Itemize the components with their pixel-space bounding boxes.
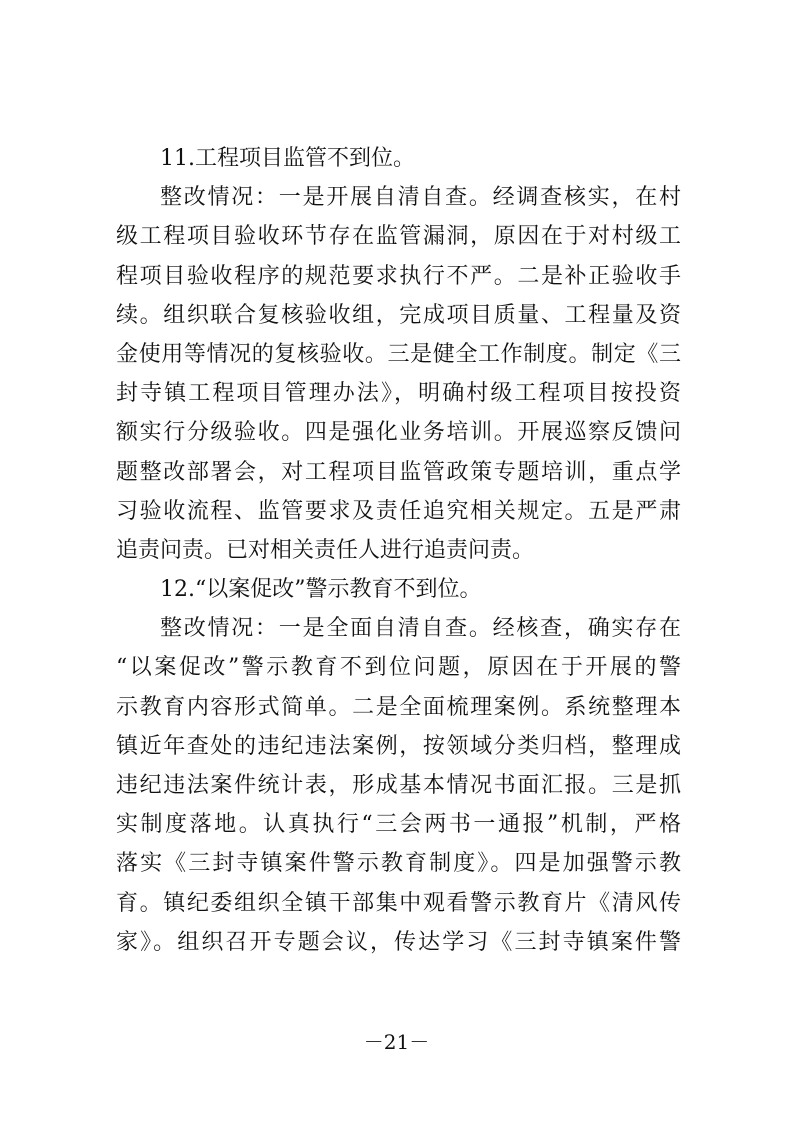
text-line: 育。镇纪委组织全镇干部集中观看警示教育片《清风传 — [116, 890, 681, 916]
text-line: 示教育内容形式简单。二是全面梳理案例。系统整理本 — [116, 694, 681, 720]
text-line: 追责问责。已对相关责任人进行追责问责。 — [116, 537, 535, 563]
text-line: 镇近年查处的违纪违法案例，按领域分类归档，整理成 — [116, 733, 681, 759]
text-line: 违纪违法案件统计表，形成基本情况书面汇报。三是抓 — [116, 773, 681, 798]
text-line: 整改情况：一是全面自清自查。经核查，确实存在 — [160, 616, 681, 642]
text-line: 习验收流程、监管要求及责任追究相关规定。五是严肃 — [116, 498, 681, 524]
text-line: 落实《三封寺镇案件警示教育制度》。四是加强警示教 — [116, 851, 681, 877]
text-line: 家》。组织召开专题会议，传达学习《三封寺镇案件警 — [116, 929, 681, 955]
text-line: 程项目验收程序的规范要求执行不严。二是补正验收手 — [116, 263, 681, 289]
text-line: 12.“以案促改”警示教育不到位。 — [160, 577, 482, 603]
text-line: 额实行分级验收。四是强化业务培训。开展巡察反馈问 — [116, 420, 681, 446]
text-line: 封寺镇工程项目管理办法》，明确村级工程项目按投资 — [116, 381, 681, 407]
text-line: 实制度落地。认真执行“三会两书一通报”机制，严格 — [116, 812, 681, 838]
text-line: 整改情况：一是开展自清自查。经调查核实，在村 — [160, 185, 681, 211]
text-line: 11.工程项目监管不到位。 — [160, 146, 415, 171]
text-line: “以案促改”警示教育不到位问题，原因在于开展的警 — [116, 655, 681, 681]
page-number: －21－ — [363, 1030, 430, 1054]
text-line: 金使用等情况的复核验收。三是健全工作制度。制定《三 — [116, 341, 681, 367]
document-body — [116, 139, 681, 962]
text-line: 续。组织联合复核验收组，完成项目质量、工程量及资 — [116, 302, 681, 328]
text-line: 级工程项目验收环节存在监管漏洞，原因在于对村级工 — [116, 224, 681, 250]
text-line: 题整改部署会，对工程项目监管政策专题培训，重点学 — [116, 459, 681, 485]
